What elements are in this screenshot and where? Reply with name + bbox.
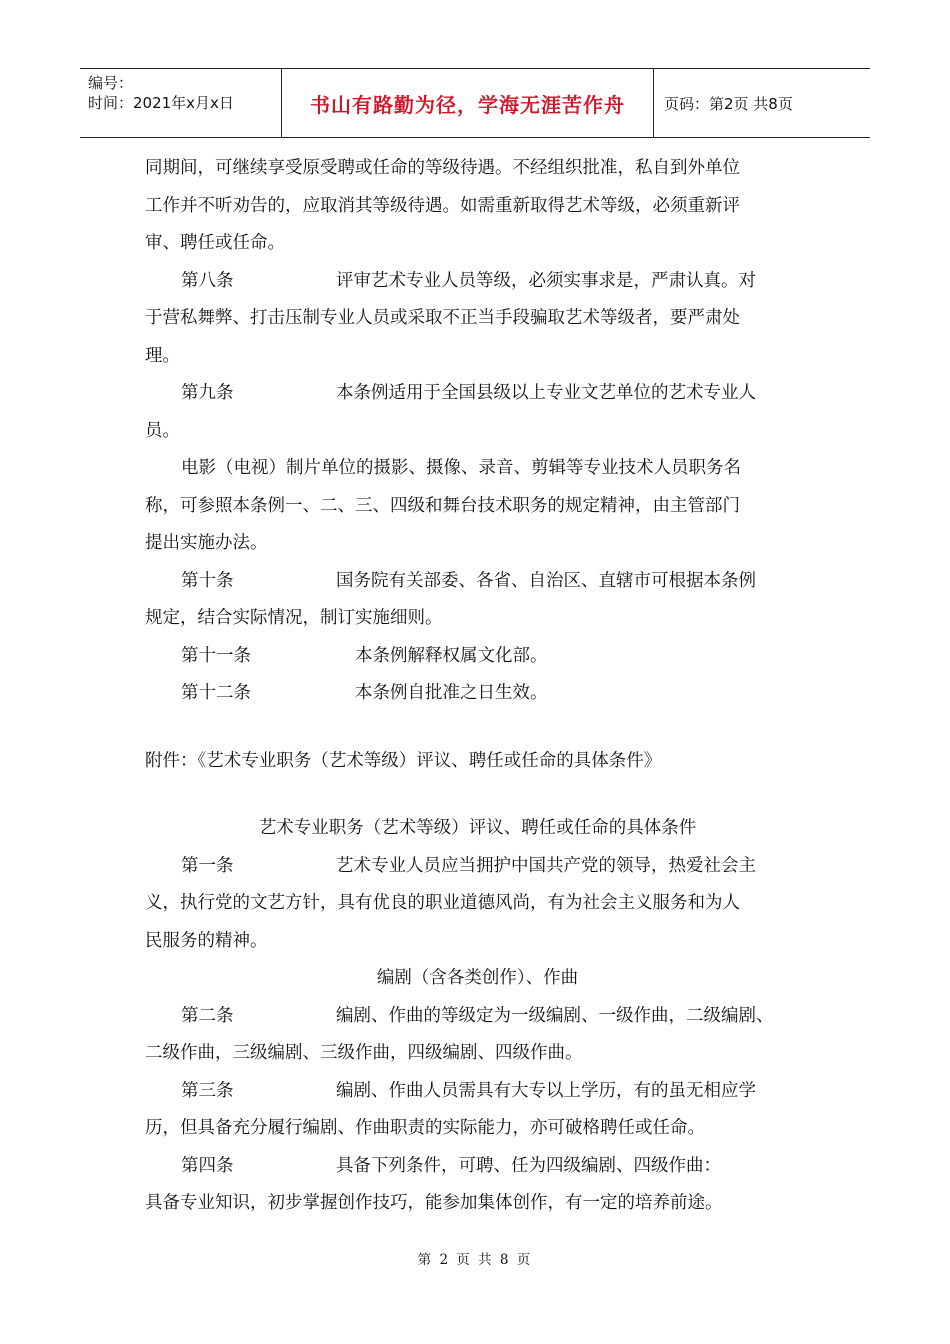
attachment-line: 附件：《艺术专业职务（艺术等级）评议、聘任或任命的具体条件》	[145, 750, 662, 771]
article-text: 本条例适用于全国县级以上专业文艺单位的艺术专业人	[336, 383, 756, 403]
header-meta	[80, 69, 282, 137]
page-header	[80, 68, 870, 138]
text-line: 具备专业知识，初步掌握创作技巧，能参加集体创作，有一定的培养前途。	[145, 1193, 723, 1213]
header-motto: 书山有路勤为径，学海无涯苦作舟	[282, 69, 654, 137]
article-label: 第八条	[181, 270, 234, 291]
article-text: 本条例自批准之日生效。	[355, 683, 548, 703]
text-line: 提出实施办法。	[145, 533, 268, 553]
text-line: 称，可参照本条例一、二、三、四级和舞台技术职务的规定精神，由主管部门	[145, 495, 740, 516]
article-12	[145, 675, 810, 713]
article-b1	[145, 848, 810, 886]
text-line: 电影（电视）制片单位的摄影、摄像、录音、剪辑等专业技术人员职务名	[181, 458, 741, 478]
article-9	[145, 375, 810, 413]
text-line: 义，执行党的文艺方针，具有优良的职业道德风尚，有为社会主义服务和为人	[145, 893, 740, 913]
article-label: 第十二条	[181, 683, 251, 703]
section-heading: 编剧（含各类创作）、作曲	[376, 968, 579, 988]
text-line: 工作并不听劝告的，应取消其等级待遇。如需重新取得艺术等级，必须重新评	[145, 195, 740, 216]
document-body	[145, 150, 810, 1223]
article-b3	[145, 1073, 810, 1111]
doc-number-label: 编号：	[88, 74, 134, 92]
text-line: 二级作曲，三级编剧、三级作曲，四级编剧、四级作曲。	[145, 1043, 583, 1063]
text-line: 审、聘任或任命。	[145, 233, 285, 253]
article-text: 本条例解释权属文化部。	[355, 645, 548, 666]
article-text: 编剧、作曲的等级定为一级编剧、一级作曲，二级编剧、	[336, 1005, 774, 1026]
text-line: 规定，结合实际情况，制订实施细则。	[145, 608, 443, 628]
article-label: 第九条	[181, 383, 234, 403]
page-footer: 第 2 页 共 8 页	[417, 1252, 533, 1268]
header-page-info: 页码：第2页 共8页	[664, 94, 793, 113]
article-10	[145, 563, 810, 601]
article-label: 第十一条	[181, 645, 251, 666]
article-b4	[145, 1148, 810, 1186]
article-label: 第一条	[181, 855, 234, 876]
text-line: 历，但具备充分履行编剧、作曲职责的实际能力，亦可破格聘任或任命。	[145, 1118, 705, 1138]
article-text: 具备下列条件，可聘、任为四级编剧、四级作曲：	[336, 1155, 721, 1176]
article-label: 第二条	[181, 1005, 234, 1026]
article-text: 国务院有关部委、各省、自治区、直辖市可根据本条例	[336, 570, 756, 591]
article-11	[145, 638, 810, 676]
doc-time-label: 时间：2021年x月x日	[88, 94, 234, 112]
text-line: 于营私舞弊、打击压制专业人员或采取不正当手段骗取艺术等级者，要严肃处	[145, 308, 740, 328]
article-text: 编剧、作曲人员需具有大专以上学历，有的虽无相应学	[336, 1080, 756, 1101]
sub-title: 艺术专业职务（艺术等级）评议、聘任或任命的具体条件	[258, 818, 697, 838]
text-line: 民服务的精神。	[145, 930, 268, 951]
article-label: 第十条	[181, 570, 234, 591]
article-label: 第四条	[181, 1155, 234, 1176]
text-line: 理。	[145, 345, 180, 366]
article-text: 艺术专业人员应当拥护中国共产党的领导，热爱社会主	[336, 855, 756, 876]
article-8	[145, 263, 810, 301]
article-label: 第三条	[181, 1080, 234, 1101]
text-line: 同期间，可继续享受原受聘或任命的等级待遇。不经组织批准，私自到外单位	[145, 158, 740, 178]
text-line: 员。	[145, 420, 180, 441]
article-b2	[145, 998, 810, 1036]
article-text: 评审艺术专业人员等级，必须实事求是，严肃认真。对	[336, 270, 756, 291]
